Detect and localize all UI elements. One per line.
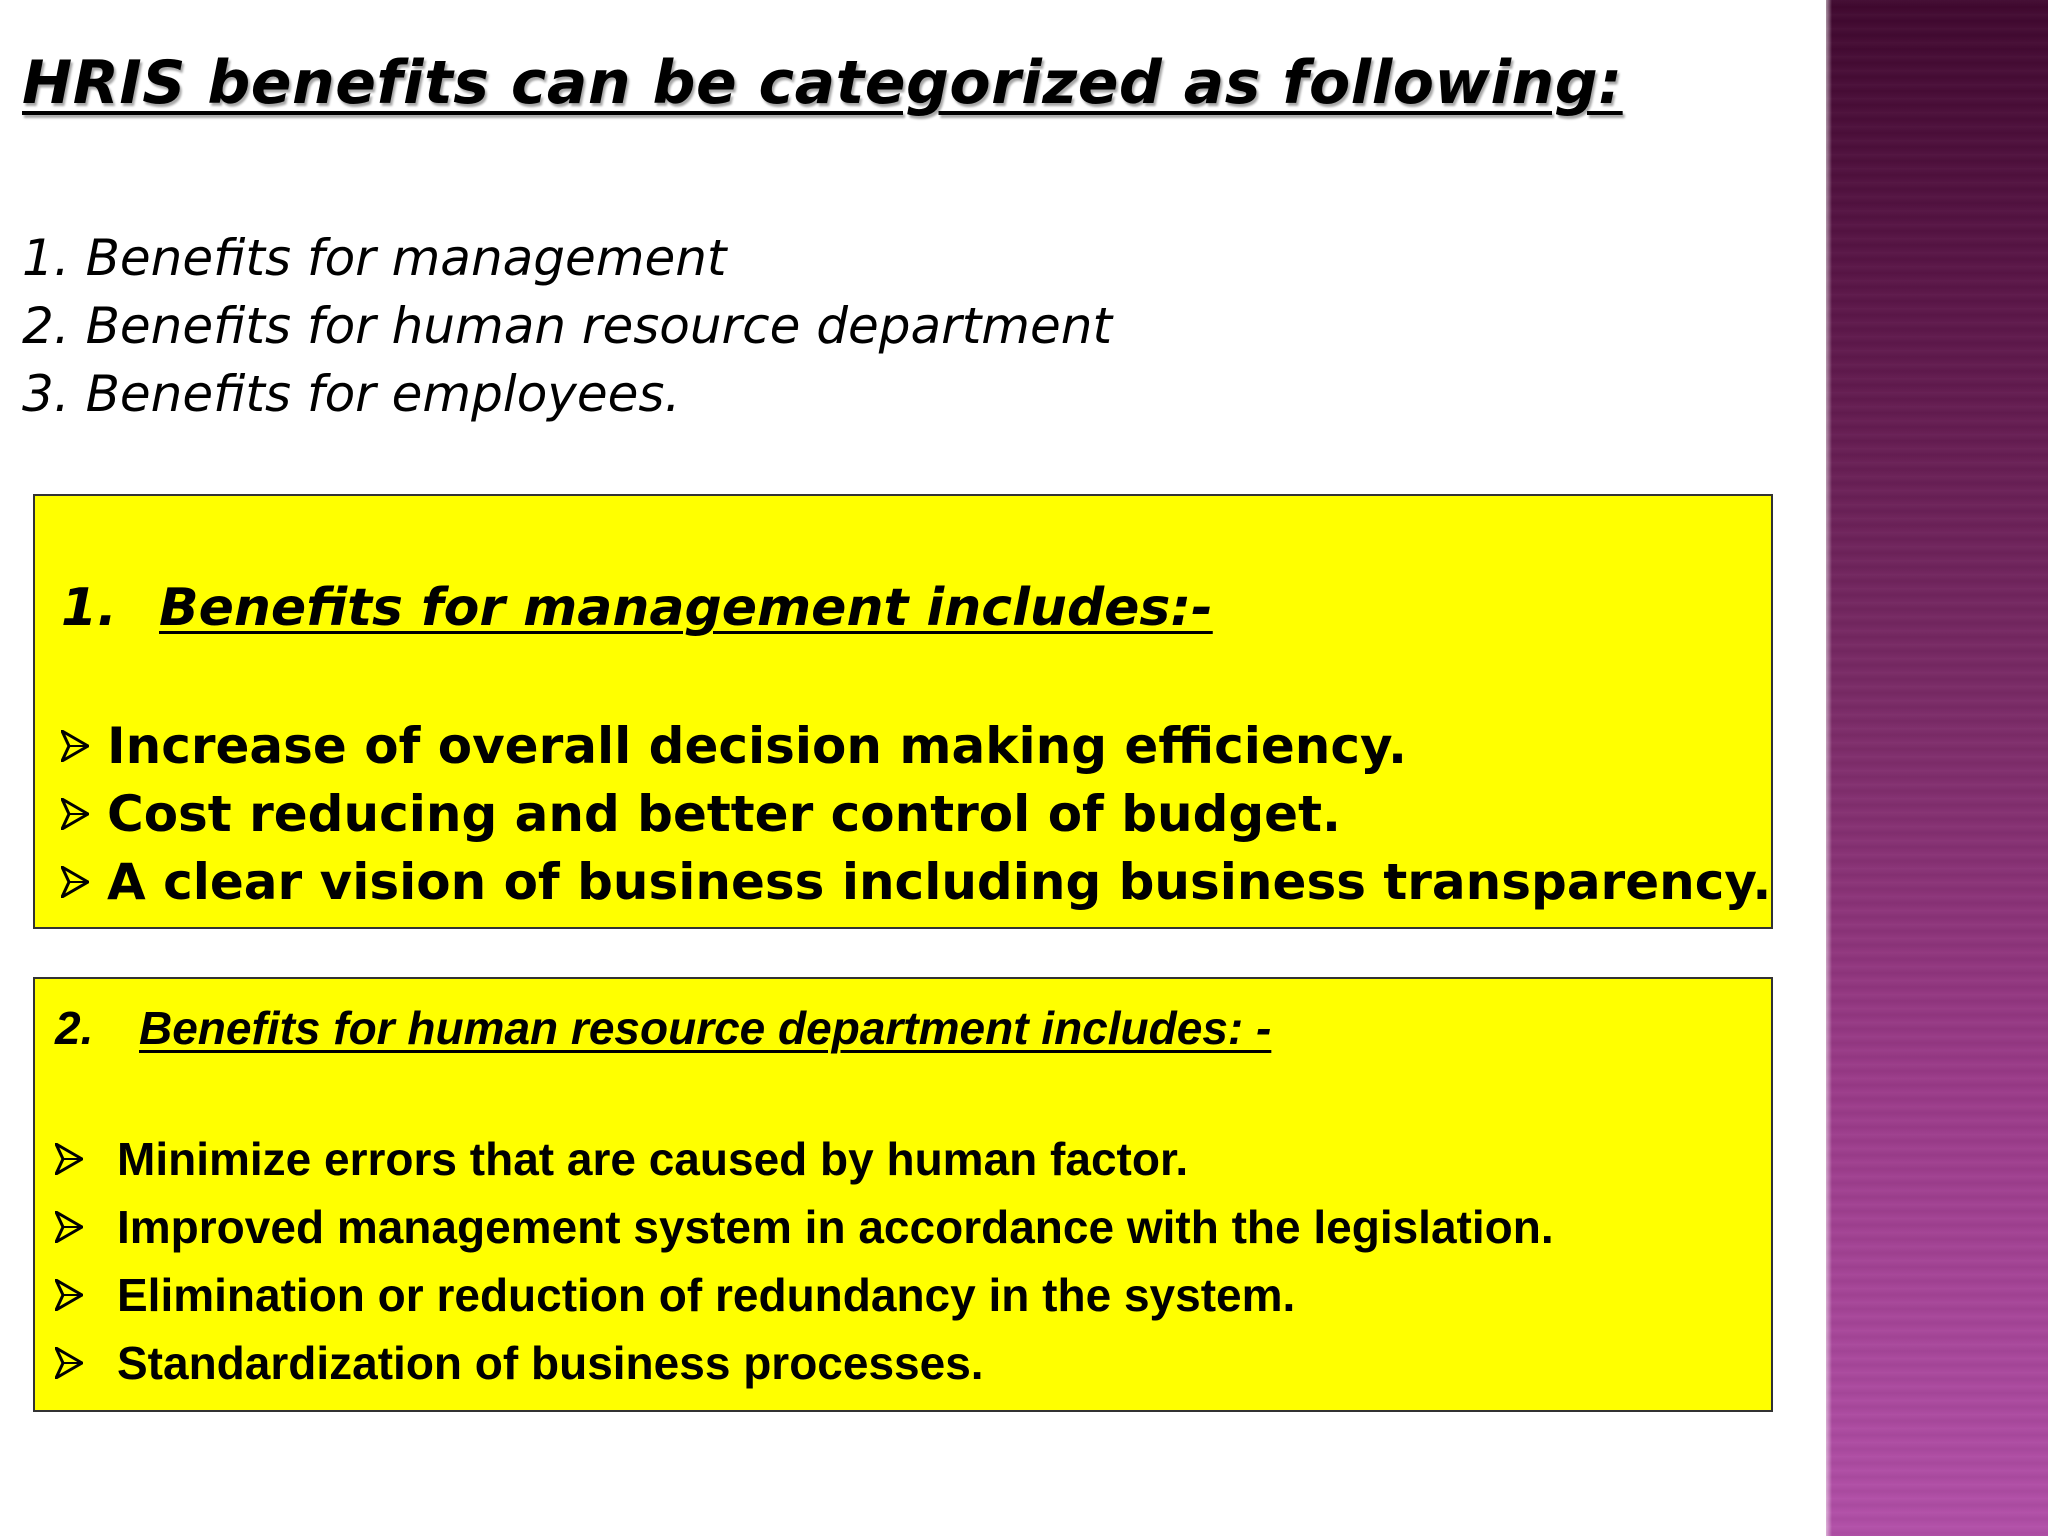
list-item-text: Elimination or reduction of redundancy in the system.	[117, 1269, 1296, 1321]
management-benefits-heading	[61, 578, 1213, 638]
slide-title: HRIS benefits can be categorized as following:	[22, 48, 1623, 118]
arrow-bullet-icon	[55, 1347, 83, 1379]
decorative-side-band	[1826, 0, 2048, 1536]
arrow-bullet-icon	[61, 730, 89, 762]
list-item	[61, 712, 1771, 780]
category-item: 1. Benefits for management	[22, 229, 727, 287]
list-item	[55, 1125, 1554, 1193]
hr-department-benefits-box	[33, 977, 1773, 1412]
list-item	[61, 848, 1771, 916]
category-item: 2. Benefits for human resource department	[22, 297, 1113, 355]
management-benefits-list	[61, 712, 1771, 916]
section-heading-text: Benefits for management includes:-	[159, 578, 1213, 638]
arrow-bullet-icon	[55, 1211, 83, 1243]
list-item	[55, 1193, 1554, 1261]
category-item: 3. Benefits for employees.	[22, 365, 681, 423]
list-item	[61, 780, 1771, 848]
section-heading-text: Benefits for human resource department includes: -	[139, 1002, 1272, 1054]
list-item-text: A clear vision of business including business transparency.	[107, 853, 1772, 911]
list-item	[55, 1329, 1554, 1397]
arrow-bullet-icon	[55, 1143, 83, 1175]
arrow-bullet-icon	[55, 1279, 83, 1311]
section-number: 2.	[55, 1002, 94, 1054]
list-item-text: Standardization of business processes.	[117, 1337, 984, 1389]
hr-department-benefits-heading	[55, 1001, 1271, 1055]
arrow-bullet-icon	[61, 798, 89, 830]
list-item-text: Increase of overall decision making efficiency.	[107, 717, 1408, 775]
section-number: 1.	[61, 578, 117, 638]
list-item-text: Minimize errors that are caused by human factor.	[117, 1133, 1189, 1185]
category-list	[22, 224, 1112, 428]
list-item-text: Improved management system in accordance with the legislation.	[117, 1201, 1554, 1253]
management-benefits-box	[33, 494, 1773, 929]
list-item	[55, 1261, 1554, 1329]
hr-department-benefits-list	[55, 1125, 1554, 1397]
arrow-bullet-icon	[61, 866, 89, 898]
list-item-text: Cost reducing and better control of budget.	[107, 785, 1341, 843]
